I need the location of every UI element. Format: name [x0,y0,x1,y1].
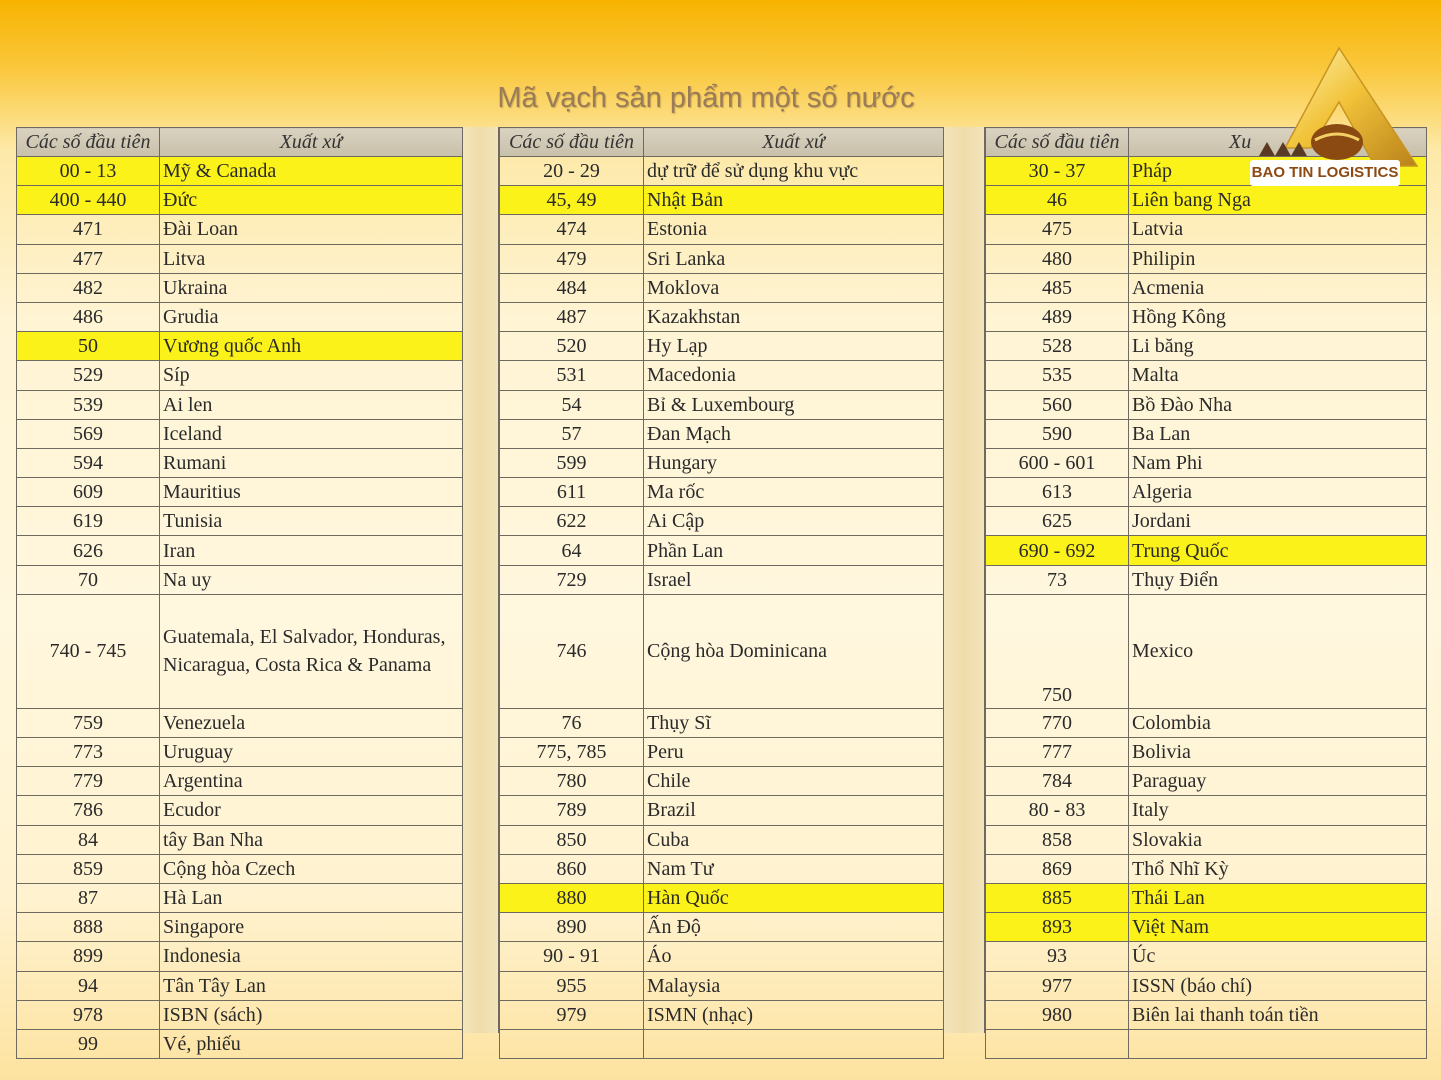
country-name-cell: Latvia [1129,215,1427,244]
table-row [17,883,463,912]
country-code-cell: 99 [17,1029,160,1058]
country-code-cell: 475 [986,215,1129,244]
header-origin: Xuất xứ [160,128,463,157]
table-row [17,536,463,565]
country-name-cell: Mauritius [160,478,463,507]
table-row [986,913,1427,942]
country-name-cell: dự trữ để sử dụng khu vực [644,157,944,186]
country-code-cell: 73 [986,565,1129,594]
country-code-cell: 740 - 745 [17,594,160,708]
header-code: Các số đầu tiên [986,128,1129,157]
country-name-cell: Trung Quốc [1129,536,1427,565]
country-name-cell: Acmenia [1129,273,1427,302]
country-name-cell: Đức [160,186,463,215]
table-row [500,767,944,796]
country-code-cell: 850 [500,825,644,854]
country-name-cell: Ma rốc [644,478,944,507]
country-code-cell: 885 [986,883,1129,912]
country-code-cell: 600 - 601 [986,448,1129,477]
country-code-cell: 70 [17,565,160,594]
country-name-cell: Estonia [644,215,944,244]
table-row [500,478,944,507]
header-code: Các số đầu tiên [17,128,160,157]
table-row [500,1000,944,1029]
country-code-cell: 858 [986,825,1129,854]
table-row [986,796,1427,825]
table-row [17,244,463,273]
header-origin: Xu [1129,128,1427,157]
table-row [17,507,463,536]
table-row [17,273,463,302]
header-code: Các số đầu tiên [500,128,644,157]
table-row [500,361,944,390]
table-row [986,215,1427,244]
country-name-cell [1129,1029,1427,1058]
country-name-cell: Úc [1129,942,1427,971]
table-row [17,971,463,1000]
table-row [17,565,463,594]
country-name-cell: Bồ Đào Nha [1129,390,1427,419]
country-name-cell: Hồng Kông [1129,302,1427,331]
country-code-cell: 789 [500,796,644,825]
country-code-cell: 759 [17,708,160,737]
country-code-cell: 613 [986,478,1129,507]
country-name-cell: Sri Lanka [644,244,944,273]
country-name-cell: Malaysia [644,971,944,1000]
country-code-cell: 45, 49 [500,186,644,215]
table-row [986,448,1427,477]
table-row [500,448,944,477]
table-row [986,244,1427,273]
table-row [500,565,944,594]
country-name-cell: Cộng hòa Czech [160,854,463,883]
country-code-cell: 773 [17,738,160,767]
country-name-cell: Việt Nam [1129,913,1427,942]
country-name-cell: Phần Lan [644,536,944,565]
country-code-cell: 626 [17,536,160,565]
country-name-cell: Mexico [1129,594,1427,708]
country-code-cell: 770 [986,708,1129,737]
table-row [986,536,1427,565]
country-code-cell: 489 [986,302,1129,331]
country-name-cell: Litva [160,244,463,273]
country-name-cell: Iceland [160,419,463,448]
country-name-cell: Biên lai thanh toán tiền [1129,1000,1427,1029]
country-code-cell: 777 [986,738,1129,767]
table-row [17,913,463,942]
table-row [500,942,944,971]
country-name-cell: Tunisia [160,507,463,536]
country-name-cell: Israel [644,565,944,594]
country-code-cell: 487 [500,302,644,331]
table-row [986,186,1427,215]
country-name-cell: ISSN (báo chí) [1129,971,1427,1000]
country-name-cell: Iran [160,536,463,565]
table-row [17,478,463,507]
country-code-cell: 46 [986,186,1129,215]
country-name-cell: Áo [644,942,944,971]
country-code-cell: 479 [500,244,644,273]
table-row [500,594,944,708]
country-code-cell: 880 [500,883,644,912]
table-row [986,390,1427,419]
country-name-cell: ISBN (sách) [160,1000,463,1029]
country-code-cell: 474 [500,215,644,244]
table-row [986,273,1427,302]
country-code-cell: 888 [17,913,160,942]
country-name-cell: Thụy Điển [1129,565,1427,594]
country-code-cell: 955 [500,971,644,1000]
country-name-cell: Tân Tây Lan [160,971,463,1000]
country-code-cell: 90 - 91 [500,942,644,971]
table-row [500,157,944,186]
country-code-cell: 611 [500,478,644,507]
country-name-cell: Italy [1129,796,1427,825]
country-name-cell: Hy Lạp [644,332,944,361]
country-name-cell: Peru [644,738,944,767]
table-row [17,767,463,796]
table-row [17,1000,463,1029]
country-name-cell: Brazil [644,796,944,825]
country-code-cell [500,1029,644,1058]
table-row [17,186,463,215]
country-name-cell: Hà Lan [160,883,463,912]
country-name-cell: Moklova [644,273,944,302]
country-name-cell: Colombia [1129,708,1427,737]
country-code-cell: 860 [500,854,644,883]
header-origin: Xuất xứ [644,128,944,157]
table-row [986,332,1427,361]
country-name-cell: ISMN (nhạc) [644,1000,944,1029]
table-row [986,708,1427,737]
table-row [986,825,1427,854]
table-row [17,854,463,883]
country-name-cell: Argentina [160,767,463,796]
country-code-cell: 780 [500,767,644,796]
country-code-cell: 890 [500,913,644,942]
table-row [986,565,1427,594]
country-name-cell: Philipin [1129,244,1427,273]
country-code-cell: 529 [17,361,160,390]
country-code-cell: 590 [986,419,1129,448]
country-code-cell: 869 [986,854,1129,883]
country-code-cell: 977 [986,971,1129,1000]
country-name-cell: Indonesia [160,942,463,971]
country-code-cell: 93 [986,942,1129,971]
country-code-cell: 775, 785 [500,738,644,767]
table-row [17,1029,463,1058]
table-row [500,796,944,825]
country-code-cell: 00 - 13 [17,157,160,186]
column-separator [943,127,985,1033]
table-row [17,215,463,244]
table-row [986,1000,1427,1029]
table-row [500,186,944,215]
country-code-cell: 94 [17,971,160,1000]
country-name-cell: Ukraina [160,273,463,302]
table-row [17,419,463,448]
country-name-cell: Paraguay [1129,767,1427,796]
table-row [500,971,944,1000]
country-name-cell: Ba Lan [1129,419,1427,448]
table-row [17,738,463,767]
country-code-cell: 484 [500,273,644,302]
country-name-cell: Kazakhstan [644,302,944,331]
table-row [500,507,944,536]
country-code-cell: 80 - 83 [986,796,1129,825]
barcode-table-2 [499,127,944,1059]
country-code-cell: 569 [17,419,160,448]
country-name-cell: Hungary [644,448,944,477]
country-name-cell: Li băng [1129,332,1427,361]
country-code-cell: 779 [17,767,160,796]
country-code-cell: 535 [986,361,1129,390]
table-row [986,419,1427,448]
country-name-cell: Thổ Nhĩ Kỳ [1129,854,1427,883]
table-row [17,157,463,186]
country-name-cell: Síp [160,361,463,390]
country-name-cell: Malta [1129,361,1427,390]
table-row [500,273,944,302]
table-row [986,594,1427,708]
country-name-cell: Hàn Quốc [644,883,944,912]
column-separator [462,127,499,1033]
table-row [500,536,944,565]
country-code-cell: 622 [500,507,644,536]
table-row [986,507,1427,536]
country-code-cell: 609 [17,478,160,507]
table-row [17,332,463,361]
country-name-cell: Jordani [1129,507,1427,536]
country-code-cell: 784 [986,767,1129,796]
country-name-cell: Guatemala, El Salvador, Honduras, Nicaragua, Costa Rica & Panama [160,594,463,708]
country-name-cell: Ai len [160,390,463,419]
country-code-cell: 486 [17,302,160,331]
country-name-cell: Algeria [1129,478,1427,507]
country-code-cell: 528 [986,332,1129,361]
country-code-cell: 979 [500,1000,644,1029]
table-row [500,332,944,361]
country-name-cell: Ecudor [160,796,463,825]
country-code-cell: 619 [17,507,160,536]
table-row [500,738,944,767]
country-name-cell: Vương quốc Anh [160,332,463,361]
country-name-cell: Grudia [160,302,463,331]
country-name-cell: Đan Mạch [644,419,944,448]
table-row [500,913,944,942]
country-name-cell: Mỹ & Canada [160,157,463,186]
country-name-cell: Nam Phi [1129,448,1427,477]
logo-text: BAO TIN LOGISTICS [1250,160,1400,186]
country-code-cell: 729 [500,565,644,594]
country-name-cell: Vé, phiếu [160,1029,463,1058]
table-row [986,883,1427,912]
table-row [500,244,944,273]
country-name-cell: Rumani [160,448,463,477]
table-row [17,448,463,477]
country-code-cell: 485 [986,273,1129,302]
country-name-cell: Macedonia [644,361,944,390]
country-name-cell: Nam Tư [644,854,944,883]
country-code-cell: 899 [17,942,160,971]
table-row [17,594,463,708]
country-code-cell: 531 [500,361,644,390]
table-row [17,796,463,825]
country-name-cell: Venezuela [160,708,463,737]
barcode-table-3 [985,127,1427,1059]
country-code-cell: 400 - 440 [17,186,160,215]
barcode-table-1 [16,127,463,1059]
country-name-cell: Uruguay [160,738,463,767]
table-row [986,478,1427,507]
country-name-cell: tây Ban Nha [160,825,463,854]
country-code-cell: 625 [986,507,1129,536]
country-code-cell: 750 [986,594,1129,708]
country-code-cell: 690 - 692 [986,536,1129,565]
table-row [17,825,463,854]
country-name-cell: Singapore [160,913,463,942]
country-code-cell: 482 [17,273,160,302]
country-code-cell: 50 [17,332,160,361]
table-row [986,302,1427,331]
country-name-cell: Chile [644,767,944,796]
table-row [986,361,1427,390]
country-code-cell: 30 - 37 [986,157,1129,186]
country-code-cell: 599 [500,448,644,477]
country-code-cell: 64 [500,536,644,565]
country-name-cell: Cộng hòa Dominicana [644,594,944,708]
country-code-cell: 477 [17,244,160,273]
country-code-cell: 471 [17,215,160,244]
country-code-cell: 560 [986,390,1129,419]
country-code-cell: 859 [17,854,160,883]
table-row [17,302,463,331]
page-title: Mã vạch sản phẩm một số nước [497,82,915,114]
country-name-cell: Pháp [1129,157,1427,186]
country-name-cell: Bỉ & Luxembourg [644,390,944,419]
country-name-cell: Ấn Độ [644,913,944,942]
table-row [500,854,944,883]
table-row [17,708,463,737]
table-row [986,942,1427,971]
table-row [500,215,944,244]
country-name-cell: Liên bang Nga [1129,186,1427,215]
table-row [986,1029,1427,1058]
table-row [500,883,944,912]
country-code-cell: 594 [17,448,160,477]
table-row [986,738,1427,767]
country-name-cell: Thái Lan [1129,883,1427,912]
country-name-cell: Slovakia [1129,825,1427,854]
country-name-cell: Thụy Sĩ [644,708,944,737]
table-row [500,1029,944,1058]
table-row [986,854,1427,883]
country-name-cell: Ai Cập [644,507,944,536]
country-name-cell: Đài Loan [160,215,463,244]
country-code-cell: 20 - 29 [500,157,644,186]
country-code-cell: 978 [17,1000,160,1029]
table-row [17,361,463,390]
table-row [500,390,944,419]
country-name-cell: Nhật Bản [644,186,944,215]
table-row [17,390,463,419]
country-code-cell: 980 [986,1000,1129,1029]
country-code-cell: 57 [500,419,644,448]
country-code-cell: 84 [17,825,160,854]
table-row [500,825,944,854]
country-name-cell [644,1029,944,1058]
country-code-cell: 893 [986,913,1129,942]
country-code-cell: 54 [500,390,644,419]
country-code-cell: 786 [17,796,160,825]
country-code-cell: 539 [17,390,160,419]
table-row [500,302,944,331]
country-code-cell: 76 [500,708,644,737]
country-name-cell: Bolivia [1129,738,1427,767]
table-row [986,971,1427,1000]
table-row [500,419,944,448]
country-code-cell: 746 [500,594,644,708]
country-code-cell [986,1029,1129,1058]
table-row [17,942,463,971]
country-code-cell: 480 [986,244,1129,273]
country-name-cell: Na uy [160,565,463,594]
country-code-cell: 87 [17,883,160,912]
table-row [500,708,944,737]
country-code-cell: 520 [500,332,644,361]
country-name-cell: Cuba [644,825,944,854]
table-row [986,767,1427,796]
